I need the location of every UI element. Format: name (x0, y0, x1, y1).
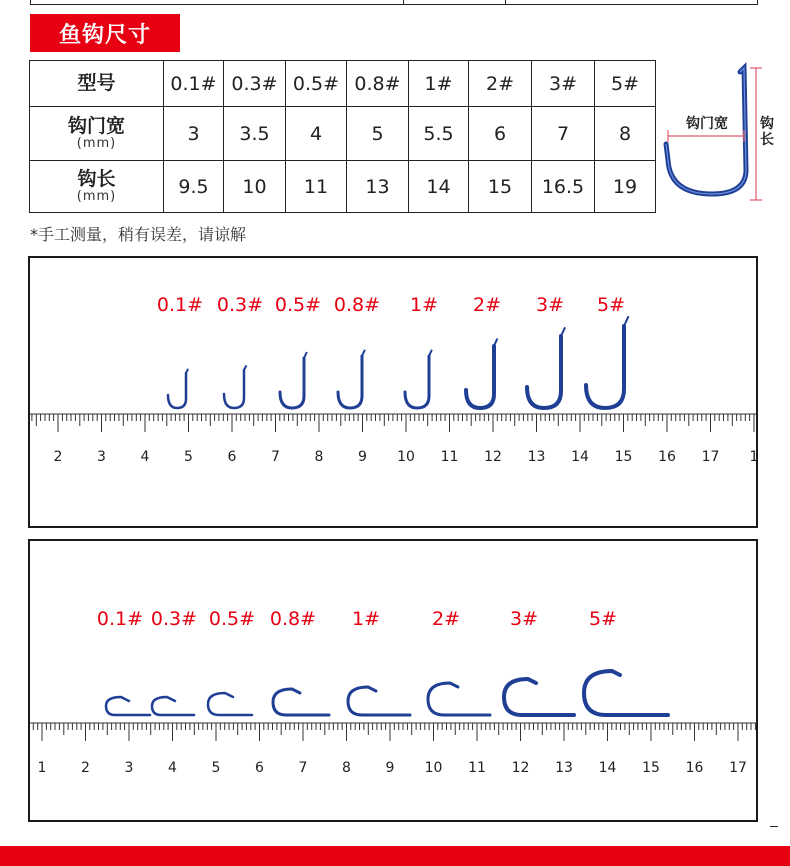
ruler (30, 414, 758, 465)
ruler-number: 1 (37, 760, 47, 776)
size-cell: 0.5# (286, 61, 347, 107)
length-cell: 9.5 (164, 161, 224, 213)
size-cell: 0.1# (164, 61, 224, 107)
hook-size-label: 0.5# (208, 608, 256, 630)
row-label-model: 型号 (30, 61, 164, 107)
ruler-number: 10 (424, 760, 443, 776)
ruler-number: 7 (271, 449, 280, 465)
hook-size-label: 0.3# (216, 294, 264, 316)
bottom-accent-bar (0, 846, 790, 866)
ruler-number: 6 (227, 449, 237, 465)
fish-hook-icon (584, 671, 668, 715)
gap-cell: 3.5 (224, 107, 286, 161)
ruler-number: 3 (97, 449, 106, 465)
fish-hook-icon (280, 358, 304, 408)
table-edge-divider (403, 0, 404, 4)
table-edge-divider (505, 0, 506, 4)
fish-hook-icon (208, 693, 252, 715)
size-cell: 0.8# (347, 61, 409, 107)
length-cell: 14 (409, 161, 469, 213)
ruler-number: 11 (468, 760, 486, 776)
section-title: 鱼钩尺寸 (30, 14, 180, 52)
ruler-number: 16 (685, 760, 704, 776)
length-cell: 13 (347, 161, 409, 213)
gap-cell: 8 (595, 107, 656, 161)
fish-hook-icon (348, 687, 410, 715)
gap-cell: 7 (532, 107, 595, 161)
ruler-number: 15 (614, 449, 633, 465)
ruler-number: 7 (298, 760, 308, 776)
ruler-number: 2 (81, 760, 90, 776)
table-row-length (30, 161, 656, 213)
size-cell: 1# (409, 61, 469, 107)
size-cell: 5# (595, 61, 656, 107)
ruler-number: 17 (729, 760, 747, 776)
hook-size-label: 0.8# (333, 294, 381, 316)
gap-cell: 5 (347, 107, 409, 161)
length-cell: 15 (469, 161, 532, 213)
hook-size-label: 2# (472, 294, 502, 316)
row-label-gap (30, 107, 164, 161)
row-label-length-text: 钩长 (77, 167, 116, 190)
hook-size-label: 0.3# (150, 608, 198, 630)
ruler-number: 15 (642, 760, 660, 776)
row-label-length-unit: (mm) (76, 188, 117, 204)
fish-hook-icon (152, 697, 194, 715)
gap-cell: 5.5 (409, 107, 469, 161)
ruler-number: 9 (358, 449, 367, 465)
fish-hook-icon (338, 356, 362, 408)
fish-hook-icon (527, 336, 561, 408)
fish-hook-icon (586, 326, 624, 408)
ruler-number: 4 (168, 760, 177, 776)
hook-photo-panel-vertical (28, 256, 758, 528)
hook-size-label: 0.8# (269, 608, 317, 630)
fish-hook-icon (273, 689, 329, 715)
fish-hook-icon (405, 356, 429, 408)
gap-cell: 6 (469, 107, 532, 161)
ruler-number: 10 (397, 449, 415, 465)
ruler-number: 13 (527, 449, 546, 465)
ruler (30, 723, 756, 776)
fish-hook-icon (428, 683, 490, 715)
hook-size-label: 2# (431, 608, 461, 630)
size-cell: 3# (532, 61, 595, 107)
hook-size-label: 5# (588, 608, 618, 630)
length-dimension-label: 钩长 (760, 116, 774, 148)
hook-photo-panel-horizontal (28, 539, 758, 822)
ruler-number: 4 (140, 449, 150, 465)
size-cell: 0.3# (224, 61, 286, 107)
ruler-number: 14 (571, 449, 589, 465)
hook-size-label: 0.1# (156, 294, 204, 316)
fish-hook-icon (168, 373, 186, 408)
ruler-number: 5 (211, 760, 221, 776)
fish-hook-icon (466, 346, 494, 408)
hook-size-label: 0.5# (274, 294, 322, 316)
ruler-number: 16 (658, 449, 676, 465)
hook-size-label: 3# (535, 294, 565, 316)
hook-size-label: 1# (351, 608, 381, 630)
top-table-edge (30, 0, 758, 5)
size-table (29, 60, 656, 213)
fish-hook-icon (224, 370, 244, 408)
ruler-number: 9 (385, 760, 395, 776)
row-label-gap-text: 钩门宽 (67, 114, 125, 137)
fish-hook-icon (106, 697, 150, 715)
table-row-model (30, 61, 656, 107)
gap-cell: 4 (286, 107, 347, 161)
ruler-number: 14 (598, 760, 617, 776)
fish-hook-icon (504, 679, 574, 715)
ruler-number: 6 (255, 760, 264, 776)
table-row-gap (30, 107, 656, 161)
ruler-number: 3 (124, 760, 134, 776)
corner-mark (770, 826, 778, 827)
ruler-number: 8 (342, 760, 351, 776)
ruler-number: 11 (440, 449, 459, 465)
gap-cell: 3 (164, 107, 224, 161)
size-cell: 2# (469, 61, 532, 107)
ruler-number: 5 (184, 449, 193, 465)
hook-size-label: 5# (596, 294, 626, 316)
ruler-number: 12 (484, 449, 502, 465)
row-label-length (30, 161, 164, 213)
hook-dimension-diagram (660, 60, 790, 220)
ruler-number: 8 (314, 449, 324, 465)
ruler-number: 12 (511, 760, 530, 776)
measurement-note: *手工测量，稍有误差，请谅解 (30, 225, 247, 244)
ruler-number: 17 (701, 449, 720, 465)
ruler-number: 1 (749, 449, 759, 465)
length-cell: 16.5 (532, 161, 595, 213)
gap-dimension-label: 钩门宽 (686, 116, 728, 132)
length-cell: 11 (286, 161, 347, 213)
length-cell: 19 (595, 161, 656, 213)
hook-size-label: 3# (509, 608, 539, 630)
hook-size-label: 0.1# (96, 608, 144, 630)
ruler-number: 13 (555, 760, 573, 776)
hook-size-label: 1# (409, 294, 439, 316)
length-cell: 10 (224, 161, 286, 213)
ruler-number: 2 (53, 449, 63, 465)
row-label-gap-unit: (mm) (76, 135, 117, 151)
